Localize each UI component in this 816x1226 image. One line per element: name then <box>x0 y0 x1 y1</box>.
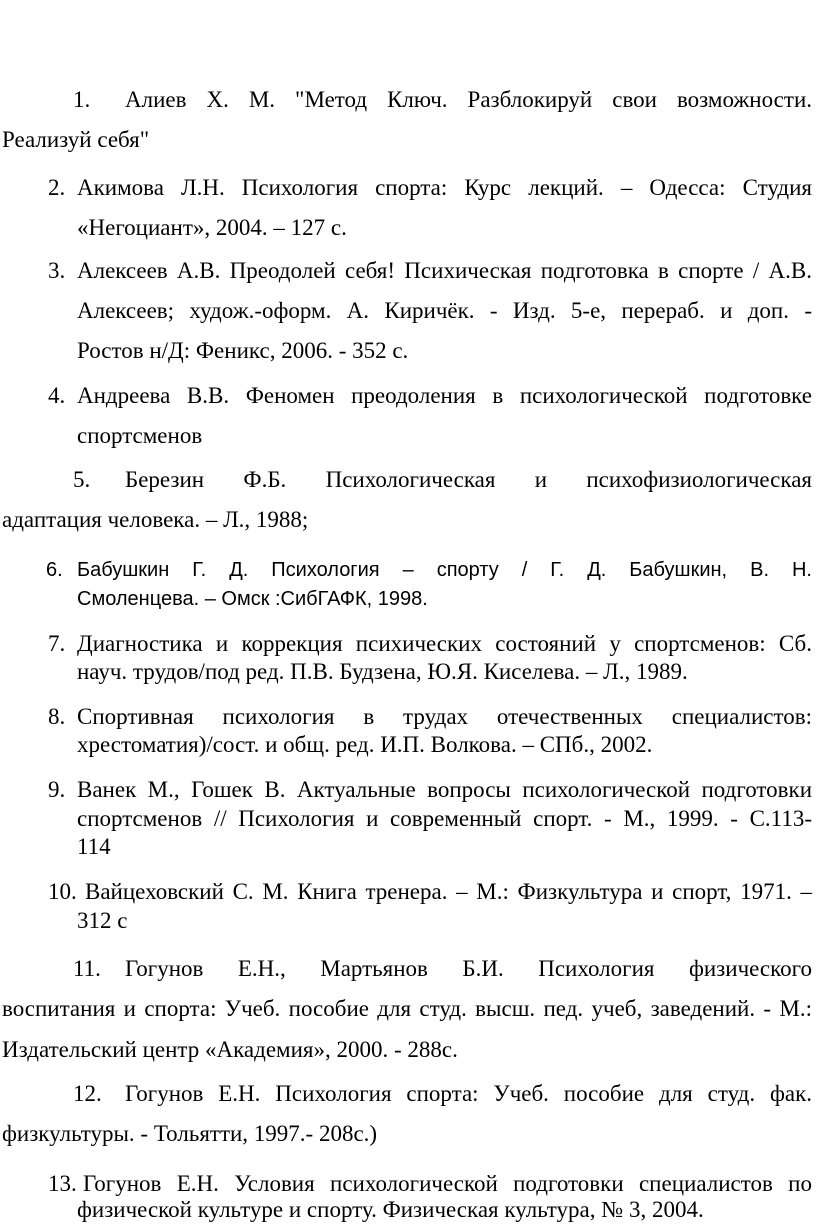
item-text-line: Ростов н/Д: Феникс, 2006. - 352 с. <box>77 338 409 363</box>
item-text-line: спортсменов // Психология и современный спорт. - М., 1999. - С.113- <box>77 806 812 831</box>
item-number: 3. <box>48 258 66 283</box>
item-text-line: Гогунов Е.Н., Мартьянов Б.И. Психология физического <box>125 956 812 981</box>
item-text-line: Гогунов Е.Н. Психология спорта: Учеб. пособие для студ. фак. <box>125 1081 812 1106</box>
item-text-line: 312 с <box>77 908 128 933</box>
item-text-line: 114 <box>77 834 111 859</box>
item-text-line: Диагностика и коррекция психических состояний у спортсменов: Сб. <box>77 631 812 656</box>
item-text-line: Вайцеховский С. М. Книга тренера. – М.: Физкультура и спорт, 1971. – <box>85 879 812 904</box>
item-text-line: физкультуры. - Тольятти, 1997.- 208с.) <box>2 1121 378 1146</box>
item-number: 5. <box>73 467 91 492</box>
item-number: 1. <box>73 87 91 112</box>
item-text-line: воспитания и спорта: Учеб. пособие для студ. высш. пед. учеб, заведений. - М.: <box>2 996 812 1021</box>
item-number: 4. <box>48 383 66 408</box>
item-text-line: Акимова Л.Н. Психология спорта: Курс лекций. – Одесса: Студия <box>77 175 812 200</box>
item-number: 11. <box>73 956 101 981</box>
item-text-line: Андреева В.В. Феномен преодоления в психологической подготовке <box>77 383 812 408</box>
item-text-line: Ванек М., Гошек В. Актуальные вопросы психологической подготовки <box>77 777 812 802</box>
item-text-line: Алиев Х. М. "Метод Ключ. Разблокируй свои возможности. <box>125 87 812 112</box>
item-number: 2. <box>48 175 66 200</box>
item-text-line: физической культуре и спорту. Физическая культура, № 3, 2004. <box>77 1197 704 1222</box>
item-number: 9. <box>48 777 66 802</box>
item-text-line: Бабушкин Г. Д. Психология – спорту / Г. Д. Бабушкин, В. Н. <box>77 559 812 581</box>
item-number: 6. <box>46 559 63 581</box>
item-text-line: науч. трудов/под ред. П.В. Будзена, Ю.Я. Киселева. – Л., 1989. <box>77 659 688 684</box>
item-text-line: Гогунов Е.Н. Условия психологической подготовки специалистов по <box>83 1171 812 1196</box>
item-text-line: хрестоматия)/сост. и общ. ред. И.П. Волкова. – СПб., 2002. <box>77 732 653 757</box>
item-text-line: Издательский центр «Академия», 2000. - 288с. <box>2 1037 458 1062</box>
item-text-line: Березин Ф.Б. Психологическая и психофизиологическая <box>125 467 812 492</box>
item-number: 8. <box>48 704 66 729</box>
item-number: 10. <box>48 879 77 904</box>
item-text-line: адаптация человека. – Л., 1988; <box>2 507 309 532</box>
item-number: 7. <box>48 631 66 656</box>
item-text-line: Алексеев А.В. Преодолей себя! Психическая подготовка в спорте / А.В. <box>77 258 812 283</box>
item-text-line: Реализуй себя" <box>2 127 150 152</box>
item-number: 13. <box>48 1171 77 1196</box>
item-text-line: Спортивная психология в трудах отечественных специалистов: <box>77 704 812 729</box>
item-text-line: Алексеев; худож.-оформ. А. Киричёк. - Изд. 5-е, перераб. и доп. - <box>77 298 812 323</box>
item-text-line: Смоленцева. – Омск :СибГАФК, 1998. <box>77 588 428 610</box>
item-number: 12. <box>73 1081 102 1106</box>
item-text-line: «Негоциант», 2004. – 127 с. <box>77 215 347 240</box>
item-text-line: спортсменов <box>77 423 203 448</box>
